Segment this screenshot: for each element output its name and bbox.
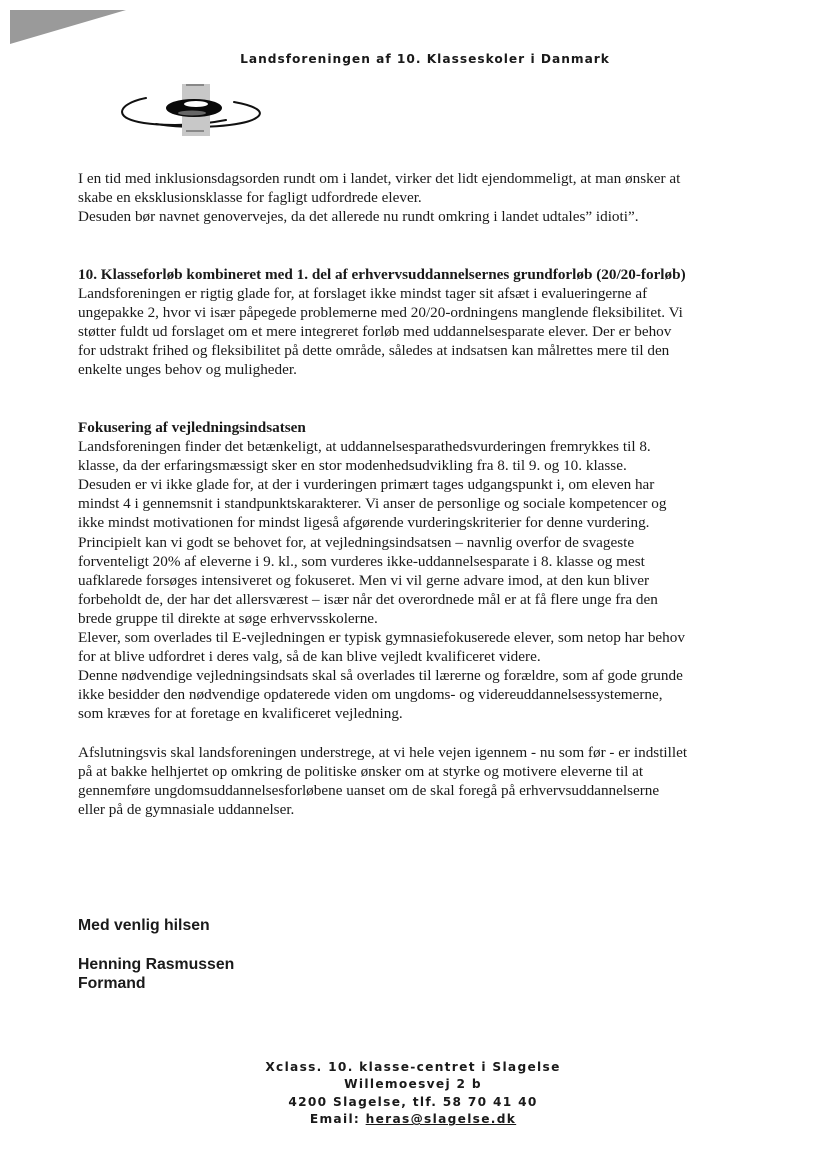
section-heading: Fokusering af vejledningsindsatsen: [78, 419, 306, 436]
text-line: Elever, som overlades til E-vejledningen er typisk gymnasiefokuserede elever, som netop har behov: [78, 629, 685, 647]
text-line: på at bakke helhjertet op omkring de politiske ønsker om at styrke og motivere eleverne til at: [78, 763, 644, 781]
scan-corner-mark: [10, 10, 126, 44]
text-line: enkelte unges behov og muligheder.: [78, 361, 297, 379]
text-line: Principielt kan vi godt se behovet for, at vejledningsindsatsen – navnlig overfor de svageste: [78, 533, 635, 551]
text-line: ikke mindst motivationen for mindst ligeså afgørende vurderingskriterier for denne vurdering.: [78, 514, 650, 532]
text-line: Afslutningsvis skal landsforeningen understrege, at vi hele vejen igennem - nu som før - er indstillet: [78, 744, 688, 761]
text-line: mindst 4 i gennemsnit i standpunktskarakterer. Vi anser de personlige og sociale kompetencer og: [78, 495, 667, 513]
text-line: forbeholdt de, der har det allersværest – især når det overordnede mål er at få flere unge fra den: [78, 590, 658, 608]
text-line: ikke besidder den nødvendige opdaterede viden om ungdoms- og videreuddannelsessystemerne,: [78, 686, 663, 704]
conclusion-paragraph: [78, 743, 758, 819]
footer-email-line: [0, 1111, 826, 1128]
intro-paragraph: [78, 169, 758, 226]
text-line: for udstrakt frihed og fleksibilitet på dette område, således at indsatsen kan målrettes mere til den: [78, 342, 670, 360]
text-line: klasse, da der erfaringsmæssigt sker en stor modenhedsudvikling fra 8. til 9. og 10. klasse.: [78, 457, 627, 475]
section-guidance-focus: [78, 418, 758, 724]
footer-address: [0, 1059, 826, 1129]
text-line: gennemføre ungdomsuddannelsesforløbene uanset om de skal foregå på erhvervsuddannelserne: [78, 782, 660, 800]
text-line: Denne nødvendige vejledningsindsats skal så overlades til lærerne og forældre, som af gode grunde: [78, 667, 683, 685]
footer-line: 4200 Slagelse, tlf. 58 70 41 40: [288, 1094, 538, 1109]
text-line: støtter fuldt ud forslaget om et mere integreret forløb med uddannelsesparate elever. Der er behov: [78, 323, 672, 341]
closing-greeting: Med venlig hilsen: [78, 917, 210, 934]
section-heading: 10. Klasseforløb kombineret med 1. del af erhvervsuddannelsernes grundforløb (20/20-forløb): [78, 266, 686, 283]
text-line: uafklarede forsøges intensiveret og fokuseret. Men vi vil gerne advare imod, at den kun bliver: [78, 571, 650, 589]
footer-line: Willemoesvej 2 b: [344, 1077, 482, 1092]
swirl-logo-icon: [116, 80, 264, 138]
text-line: I en tid med inklusionsdagsorden rundt om i landet, virker det lidt ejendommeligt, at man ønsker at: [78, 170, 681, 187]
footer-line: Xclass. 10. klasse-centret i Slagelse: [265, 1060, 561, 1074]
text-line: Landsforeningen er rigtig glade for, at forslaget ikke mindst tager sit afsæt i evalueringerne af: [78, 285, 648, 303]
text-line: skabe en eksklusionsklasse for fagligt udfordrede elever.: [78, 189, 422, 207]
text-line: for at blive udfordret i deres valg, så de kan blive vejledt kvalificeret videre.: [78, 648, 541, 666]
section-combined-course: [78, 265, 758, 380]
text-line: som kræves for at foretage en kvalificeret vejledning.: [78, 705, 403, 723]
text-line: Desuden bør navnet genovervejes, da det allerede nu rundt omkring i landet udtales” idioti”.: [78, 208, 639, 226]
signatory-name: Henning Rasmussen: [78, 956, 235, 973]
text-line: forventeligt 20% af eleverne i 9. kl., som vurderes ikke-uddannelsesparate i 8. klasse og mest: [78, 552, 645, 570]
organization-header: Landsforeningen af 10. Klasseskoler i Danmark: [240, 52, 610, 66]
text-line: eller på de gymnasiale uddannelser.: [78, 801, 295, 819]
text-line: brede gruppe til direkte at søge erhvervsskolerne.: [78, 609, 378, 627]
text-line: ungepakke 2, hvor vi især påpegede problemerne med 20/20-ordningens manglende fleksibilitet. Vi: [78, 304, 683, 322]
signatory-title: Formand: [78, 975, 146, 992]
text-line: Desuden er vi ikke glade for, at der i vurderingen primært tages udgangspunkt i, om eleven har: [78, 476, 655, 494]
email-link[interactable]: heras@slagelse.dk: [365, 1112, 517, 1127]
email-label: Email:: [309, 1112, 366, 1127]
text-line: Landsforeningen finder det betænkeligt, at uddannelsesparathedsvurderingen fremrykkes til 8.: [78, 438, 651, 456]
